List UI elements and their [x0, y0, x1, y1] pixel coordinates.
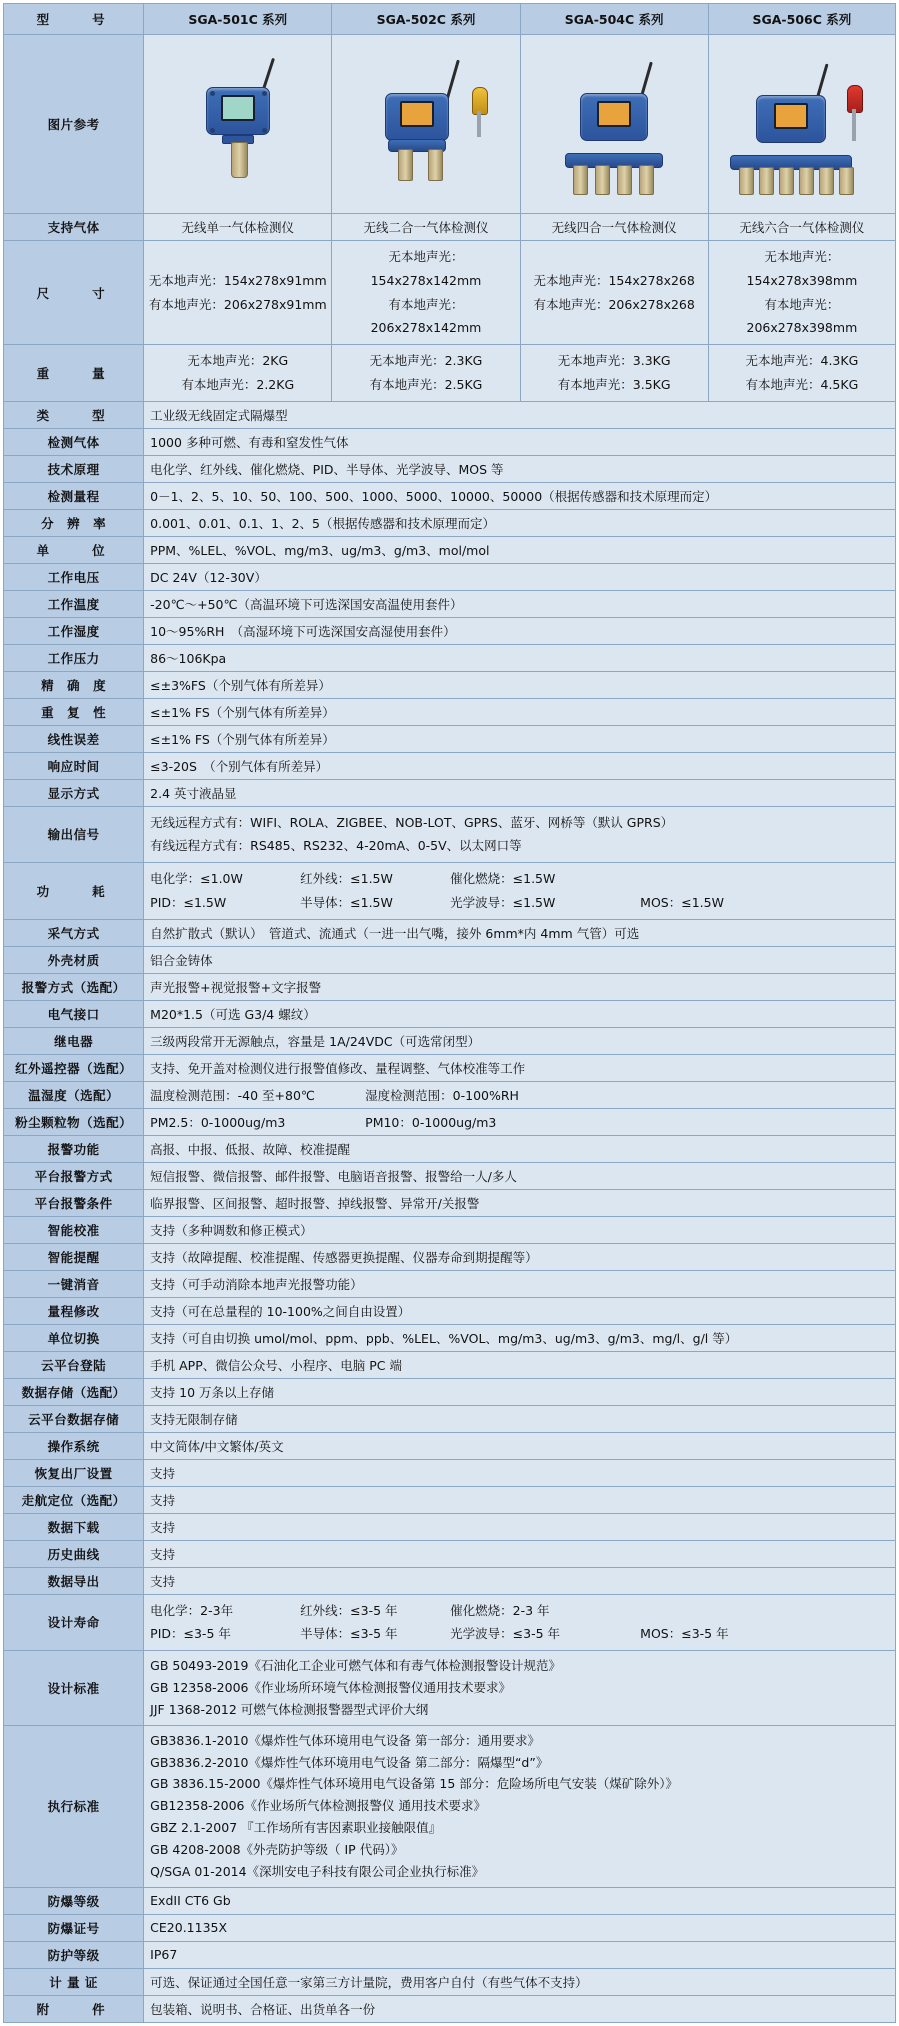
table-row-range	[4, 482, 896, 509]
row-value-ex-grade: ExdII CT6 Gb	[144, 1887, 896, 1914]
row-label-range-modify: 量程修改	[4, 1297, 144, 1324]
row-label-data-download: 数据下载	[4, 1513, 144, 1540]
model-col-3: SGA-504C 系列	[520, 4, 708, 35]
row-label-platform-alarm-type: 平台报警方式	[4, 1162, 144, 1189]
life-catalytic: 催化燃烧：2-3 年	[450, 1602, 550, 1618]
table-row-mute	[4, 1270, 896, 1297]
row-label-housing: 外壳材质	[4, 946, 144, 973]
row-label-metrology-cert: 计 量 证	[4, 1968, 144, 1995]
row-label-alarm-function: 报警功能	[4, 1135, 144, 1162]
row-value-smart-calibration: 支持（多种调数和修正模式）	[144, 1216, 896, 1243]
row-value-ip-grade: IP67	[144, 1941, 896, 1968]
weight-value-1-a: 无本地声光：2KG	[187, 353, 289, 368]
row-value-accessories: 包装箱、说明书、合格证、出货单各一份	[144, 1995, 896, 2022]
output-line-2: 有线远程方式有：RS485、RS232、4-20mA、0-5V、以太网口等	[150, 838, 522, 854]
table-row-platform-alarm-type	[4, 1162, 896, 1189]
row-label-ip-grade: 防护等级	[4, 1941, 144, 1968]
weight-value-1	[144, 345, 332, 402]
exec-std-line-5: GBZ 2.1-2007 『工作场所有害因素职业接触限值』	[150, 1820, 442, 1836]
row-value-temperature: -20℃～+50℃（高温环境下可选深国安高温使用套件）	[144, 590, 896, 617]
row-value-linearity: ≤±1% FS（个别气体有所差异）	[144, 725, 896, 752]
table-row-history-curve	[4, 1540, 896, 1567]
row-label-platform-alarm-condition: 平台报警条件	[4, 1189, 144, 1216]
table-row-cloud-login	[4, 1351, 896, 1378]
row-value-design-standard	[144, 1651, 896, 1726]
row-label-exec-standard: 执行标准	[4, 1725, 144, 1887]
row-value-principle: 电化学、红外线、催化燃烧、PID、半导体、光学波导、MOS 等	[144, 455, 896, 482]
table-row-os	[4, 1432, 896, 1459]
table-row-images	[4, 35, 896, 214]
row-value-power	[144, 863, 896, 920]
row-label-accuracy: 精 确 度	[4, 671, 144, 698]
row-value-display: 2.4 英寸液晶显	[144, 779, 896, 806]
row-value-smart-reminder: 支持（故障提醒、校准提醒、传感器更换提醒、仪器寿命到期提醒等）	[144, 1243, 896, 1270]
row-label-dust: 粉尘颗粒物（选配）	[4, 1108, 144, 1135]
power-pid: PID：≤1.5W	[150, 894, 227, 910]
temp-range: 温度检测范围：-40 至+80℃	[150, 1087, 315, 1103]
gas-value-1: 无线单一气体检测仪	[144, 214, 332, 241]
row-label-remote: 红外遥控器（选配）	[4, 1054, 144, 1081]
row-value-gps: 支持	[144, 1486, 896, 1513]
table-row-principle	[4, 455, 896, 482]
row-value-unit: PPM、%LEL、%VOL、mg/m3、ug/m3、g/m3、mol/mol	[144, 536, 896, 563]
table-row-size	[4, 241, 896, 345]
size-value-1-a: 无本地声光：154x278x91mm	[148, 272, 327, 288]
row-label-resolution: 分 辨 率	[4, 509, 144, 536]
table-row-repeatability	[4, 698, 896, 725]
product-image-3	[520, 35, 708, 214]
design-std-line-3: JJF 1368-2012 可燃气体检测报警器型式评价大纲	[150, 1701, 429, 1717]
model-col-2: SGA-502C 系列	[332, 4, 520, 35]
row-label-ex-cert: 防爆证号	[4, 1914, 144, 1941]
row-label-linearity: 线性误差	[4, 725, 144, 752]
gas-value-2: 无线二合一气体检测仪	[332, 214, 520, 241]
weight-value-4	[708, 345, 895, 402]
row-value-detect-gas: 1000 多种可燃、有毒和窒发性气体	[144, 428, 896, 455]
table-row-metrology-cert	[4, 1968, 896, 1995]
power-semiconductor: 半导体：≤1.5W	[300, 894, 393, 910]
row-label-alarm-type: 报警方式（选配）	[4, 973, 144, 1000]
row-value-response: ≤3-20S （个别气体有所差异）	[144, 752, 896, 779]
table-row-accuracy	[4, 671, 896, 698]
temp-hum-cols	[150, 1086, 889, 1104]
design-std-line-2: GB 12358-2006《作业场所环境气体检测报警仪通用技术要求》	[150, 1679, 511, 1695]
row-label-type: 类 型	[4, 401, 144, 428]
row-value-design-life	[144, 1594, 896, 1651]
weight-value-1-b: 有本地声光：2.2KG	[181, 376, 295, 392]
row-value-dust	[144, 1108, 896, 1135]
table-row-platform-alarm-condition	[4, 1189, 896, 1216]
power-infrared: 红外线：≤1.5W	[300, 871, 393, 886]
row-label-history-curve: 历史曲线	[4, 1540, 144, 1567]
row-label-sampling: 采气方式	[4, 919, 144, 946]
row-label-gas: 支持气体	[4, 214, 144, 241]
table-row-factory-reset	[4, 1459, 896, 1486]
size-value-2-a: 无本地声光：154x278x142mm	[370, 249, 482, 288]
row-value-cloud-login: 手机 APP、微信公众号、小程序、电脑 PC 端	[144, 1351, 896, 1378]
table-row-resolution	[4, 509, 896, 536]
power-electrochem: 电化学：≤1.0W	[150, 871, 243, 886]
row-label-ex-grade: 防爆等级	[4, 1887, 144, 1914]
row-value-housing: 铝合金铸体	[144, 946, 896, 973]
size-value-3-b: 有本地声光：206x278x268	[533, 296, 695, 312]
row-value-electrical-interface: M20*1.5（可选 G3/4 螺纹）	[144, 1000, 896, 1027]
row-label-principle: 技术原理	[4, 455, 144, 482]
row-value-os: 中文简体/中文繁体/英文	[144, 1432, 896, 1459]
table-row-linearity	[4, 725, 896, 752]
row-value-sampling: 自然扩散式（默认） 管道式、流通式（一进一出气嘴，接外 6mm*内 4mm 气管）可选	[144, 919, 896, 946]
row-value-range: 0－1、2、5、10、50、100、500、1000、5000、10000、50000（根据传感器和技术原理而定）	[144, 482, 896, 509]
table-row-housing	[4, 946, 896, 973]
table-row-temp-humidity-option	[4, 1081, 896, 1108]
table-row-detect-gas	[4, 428, 896, 455]
size-value-3-a: 无本地声光：154x278x268	[533, 272, 695, 288]
power-optical: 光学波导：≤1.5W	[450, 894, 556, 910]
row-value-metrology-cert: 可选、保证通过全国任意一家第三方计量院，费用客户自付（有些气体不支持）	[144, 1968, 896, 1995]
gas-value-4: 无线六合一气体检测仪	[708, 214, 895, 241]
row-value-relay: 三级两段常开无源触点，容量是 1A/24VDC（可选常闭型）	[144, 1027, 896, 1054]
table-row-relay	[4, 1027, 896, 1054]
row-label-range: 检测量程	[4, 482, 144, 509]
table-row-alarm-type	[4, 973, 896, 1000]
row-value-history-curve: 支持	[144, 1540, 896, 1567]
row-value-pressure: 86～106Kpa	[144, 644, 896, 671]
life-electrochem: 电化学：2-3年	[150, 1602, 234, 1618]
row-label-electrical-interface: 电气接口	[4, 1000, 144, 1027]
table-row-smart-calibration	[4, 1216, 896, 1243]
weight-value-2	[332, 345, 520, 402]
row-label-os: 操作系统	[4, 1432, 144, 1459]
row-label-humidity: 工作湿度	[4, 617, 144, 644]
spec-table	[3, 3, 896, 2023]
weight-value-3	[520, 345, 708, 402]
row-value-alarm-function: 高报、中报、低报、故障、校准提醒	[144, 1135, 896, 1162]
row-label-output: 输出信号	[4, 806, 144, 863]
table-row-electrical-interface	[4, 1000, 896, 1027]
exec-std-line-6: GB 4208-2008《外壳防护等级（ IP 代码）》	[150, 1842, 404, 1857]
row-label-cloud-storage: 云平台数据存储	[4, 1405, 144, 1432]
row-value-type: 工业级无线固定式隔爆型	[144, 401, 896, 428]
table-row-data-download	[4, 1513, 896, 1540]
model-col-1: SGA-501C 系列	[144, 4, 332, 35]
row-value-humidity: 10～95%RH （高湿环境下可选深国安高湿使用套件）	[144, 617, 896, 644]
row-value-temp-humidity-option	[144, 1081, 896, 1108]
dust-cols	[150, 1113, 889, 1131]
table-row-data-storage	[4, 1378, 896, 1405]
row-label-data-export: 数据导出	[4, 1567, 144, 1594]
table-row-ex-grade	[4, 1887, 896, 1914]
life-mos: MOS：≤3-5 年	[640, 1626, 729, 1642]
row-label-temp-humidity-option: 温湿度（选配）	[4, 1081, 144, 1108]
exec-std-line-1: GB3836.1-2010《爆炸性气体环境用电气设备 第一部分：通用要求》	[150, 1732, 540, 1748]
life-optical: 光学波导：≤3-5 年	[450, 1626, 561, 1642]
row-label-smart-reminder: 智能提醒	[4, 1243, 144, 1270]
size-value-4-b: 有本地声光：206x278x398mm	[746, 296, 858, 336]
table-row-alarm-function	[4, 1135, 896, 1162]
model-col-4: SGA-506C 系列	[708, 4, 895, 35]
weight-value-4-a: 无本地声光：4.3KG	[745, 353, 859, 368]
row-value-data-export: 支持	[144, 1567, 896, 1594]
table-row-gps	[4, 1486, 896, 1513]
table-row-ip-grade	[4, 1941, 896, 1968]
output-line-1: 无线远程方式有：WIFI、ROLA、ZIGBEE、NOB-LOT、GPRS、蓝牙、网桥等（默认 GPRS）	[150, 814, 674, 830]
row-label-repeatability: 重 复 性	[4, 698, 144, 725]
size-value-4	[708, 241, 895, 345]
row-label-unit-switch: 单位切换	[4, 1324, 144, 1351]
row-label-temperature: 工作温度	[4, 590, 144, 617]
row-label-display: 显示方式	[4, 779, 144, 806]
table-row-voltage	[4, 563, 896, 590]
product-image-2	[332, 35, 520, 214]
power-row-2	[150, 891, 889, 915]
table-row-response	[4, 752, 896, 779]
table-row-pressure	[4, 644, 896, 671]
row-label-size: 尺 寸	[4, 241, 144, 345]
table-row-unit-switch	[4, 1324, 896, 1351]
weight-value-4-b: 有本地声光：4.5KG	[745, 376, 859, 392]
row-label-image: 图片参考	[4, 35, 144, 214]
weight-value-2-a: 无本地声光：2.3KG	[369, 353, 483, 368]
weight-value-2-b: 有本地声光：2.5KG	[369, 376, 483, 392]
power-catalytic: 催化燃烧：≤1.5W	[450, 871, 556, 886]
table-row-weight	[4, 345, 896, 402]
row-label-data-storage: 数据存储（选配）	[4, 1378, 144, 1405]
table-row-exec-standard	[4, 1725, 896, 1887]
table-row-model	[4, 4, 896, 35]
row-value-platform-alarm-type: 短信报警、微信报警、邮件报警、电脑语音报警、报警给一人/多人	[144, 1162, 896, 1189]
exec-std-line-4: GB12358-2006《作业场所气体检测报警仪 通用技术要求》	[150, 1798, 486, 1814]
table-row-ex-cert	[4, 1914, 896, 1941]
row-value-exec-standard	[144, 1725, 896, 1887]
row-value-cloud-storage: 支持无限制存储	[144, 1405, 896, 1432]
row-value-accuracy: ≤±3%FS（个别气体有所差异）	[144, 671, 896, 698]
row-value-repeatability: ≤±1% FS（个别气体有所差异）	[144, 698, 896, 725]
row-label-pressure: 工作压力	[4, 644, 144, 671]
table-row-remote	[4, 1054, 896, 1081]
size-value-3	[520, 241, 708, 345]
power-row-1	[150, 867, 889, 891]
table-row-temperature	[4, 590, 896, 617]
size-value-1-b: 有本地声光：206x278x91mm	[148, 296, 327, 312]
power-mos: MOS：≤1.5W	[640, 894, 724, 910]
table-row-design-life	[4, 1594, 896, 1651]
dust-pm10: PM10：0-1000ug/m3	[365, 1114, 497, 1130]
gas-value-3: 无线四合一气体检测仪	[520, 214, 708, 241]
row-label-smart-calibration: 智能校准	[4, 1216, 144, 1243]
size-value-1	[144, 241, 332, 345]
table-row-humidity	[4, 617, 896, 644]
table-row-dust	[4, 1108, 896, 1135]
row-value-data-storage: 支持 10 万条以上存储	[144, 1378, 896, 1405]
table-row-smart-reminder	[4, 1243, 896, 1270]
table-row-range-modify	[4, 1297, 896, 1324]
table-row-power	[4, 863, 896, 920]
table-row-design-standard	[4, 1651, 896, 1726]
humidity-range: 湿度检测范围：0-100%RH	[365, 1087, 519, 1103]
row-label-design-standard: 设计标准	[4, 1651, 144, 1726]
size-value-4-a: 无本地声光：154x278x398mm	[746, 249, 858, 288]
life-pid: PID：≤3-5 年	[150, 1626, 231, 1642]
row-value-factory-reset: 支持	[144, 1459, 896, 1486]
table-row-accessories	[4, 1995, 896, 2022]
product-image-1	[144, 35, 332, 214]
row-value-remote: 支持、免开盖对检测仪进行报警值修改、量程调整、气体校准等工作	[144, 1054, 896, 1081]
row-value-unit-switch: 支持（可自由切换 umol/mol、ppm、ppb、%LEL、%VOL、mg/m3、ug/m3、g/m3、mg/l、g/l 等）	[144, 1324, 896, 1351]
life-infrared: 红外线：≤3-5 年	[300, 1602, 398, 1618]
life-semiconductor: 半导体：≤3-5 年	[300, 1626, 398, 1642]
row-label-power: 功 耗	[4, 863, 144, 920]
row-label-weight: 重 量	[4, 345, 144, 402]
table-row-display	[4, 779, 896, 806]
exec-std-line-3: GB 3836.15-2000《爆炸性气体环境用电气设备第 15 部分：危险场所电气安装（煤矿除外）》	[150, 1776, 679, 1792]
product-image-4	[708, 35, 895, 214]
row-label-cloud-login: 云平台登陆	[4, 1351, 144, 1378]
row-value-voltage: DC 24V（12-30V）	[144, 563, 896, 590]
row-label-factory-reset: 恢复出厂设置	[4, 1459, 144, 1486]
row-value-output	[144, 806, 896, 863]
row-value-range-modify: 支持（可在总量程的 10-100%之间自由设置）	[144, 1297, 896, 1324]
row-value-mute: 支持（可手动消除本地声光报警功能）	[144, 1270, 896, 1297]
size-value-2-b: 有本地声光：206x278x142mm	[370, 296, 482, 336]
table-row-sampling	[4, 919, 896, 946]
exec-std-line-7: Q/SGA 01-2014《深圳安电子科技有限公司企业执行标准》	[150, 1863, 485, 1879]
table-row-unit	[4, 536, 896, 563]
table-row-gas	[4, 214, 896, 241]
row-label-design-life: 设计寿命	[4, 1594, 144, 1651]
dust-pm25: PM2.5：0-1000ug/m3	[150, 1114, 286, 1130]
row-value-data-download: 支持	[144, 1513, 896, 1540]
table-row-type	[4, 401, 896, 428]
row-value-ex-cert: CE20.1135X	[144, 1914, 896, 1941]
row-value-alarm-type: 声光报警+视觉报警+文字报警	[144, 973, 896, 1000]
table-row-output	[4, 806, 896, 863]
row-value-platform-alarm-condition: 临界报警、区间报警、超时报警、掉线报警、异常开/关报警	[144, 1189, 896, 1216]
row-label-detect-gas: 检测气体	[4, 428, 144, 455]
row-label-response: 响应时间	[4, 752, 144, 779]
life-row-1	[150, 1599, 889, 1623]
row-label-relay: 继电器	[4, 1027, 144, 1054]
table-row-cloud-storage	[4, 1405, 896, 1432]
row-label-unit: 单 位	[4, 536, 144, 563]
row-label-gps: 走航定位（选配）	[4, 1486, 144, 1513]
exec-std-line-2: GB3836.2-2010《爆炸性气体环境用电气设备 第二部分：隔爆型“d”》	[150, 1754, 549, 1770]
design-std-line-1: GB 50493-2019《石油化工企业可燃气体和有毒气体检测报警设计规范》	[150, 1658, 561, 1673]
weight-value-3-b: 有本地声光：3.5KG	[557, 376, 671, 392]
life-row-2	[150, 1622, 889, 1646]
row-label-accessories: 附 件	[4, 1995, 144, 2022]
row-label-model: 型 号	[4, 4, 144, 35]
row-value-resolution: 0.001、0.01、0.1、1、2、5（根据传感器和技术原理而定）	[144, 509, 896, 536]
size-value-2	[332, 241, 520, 345]
table-row-data-export	[4, 1567, 896, 1594]
weight-value-3-a: 无本地声光：3.3KG	[557, 353, 671, 368]
row-label-voltage: 工作电压	[4, 563, 144, 590]
row-label-mute: 一键消音	[4, 1270, 144, 1297]
